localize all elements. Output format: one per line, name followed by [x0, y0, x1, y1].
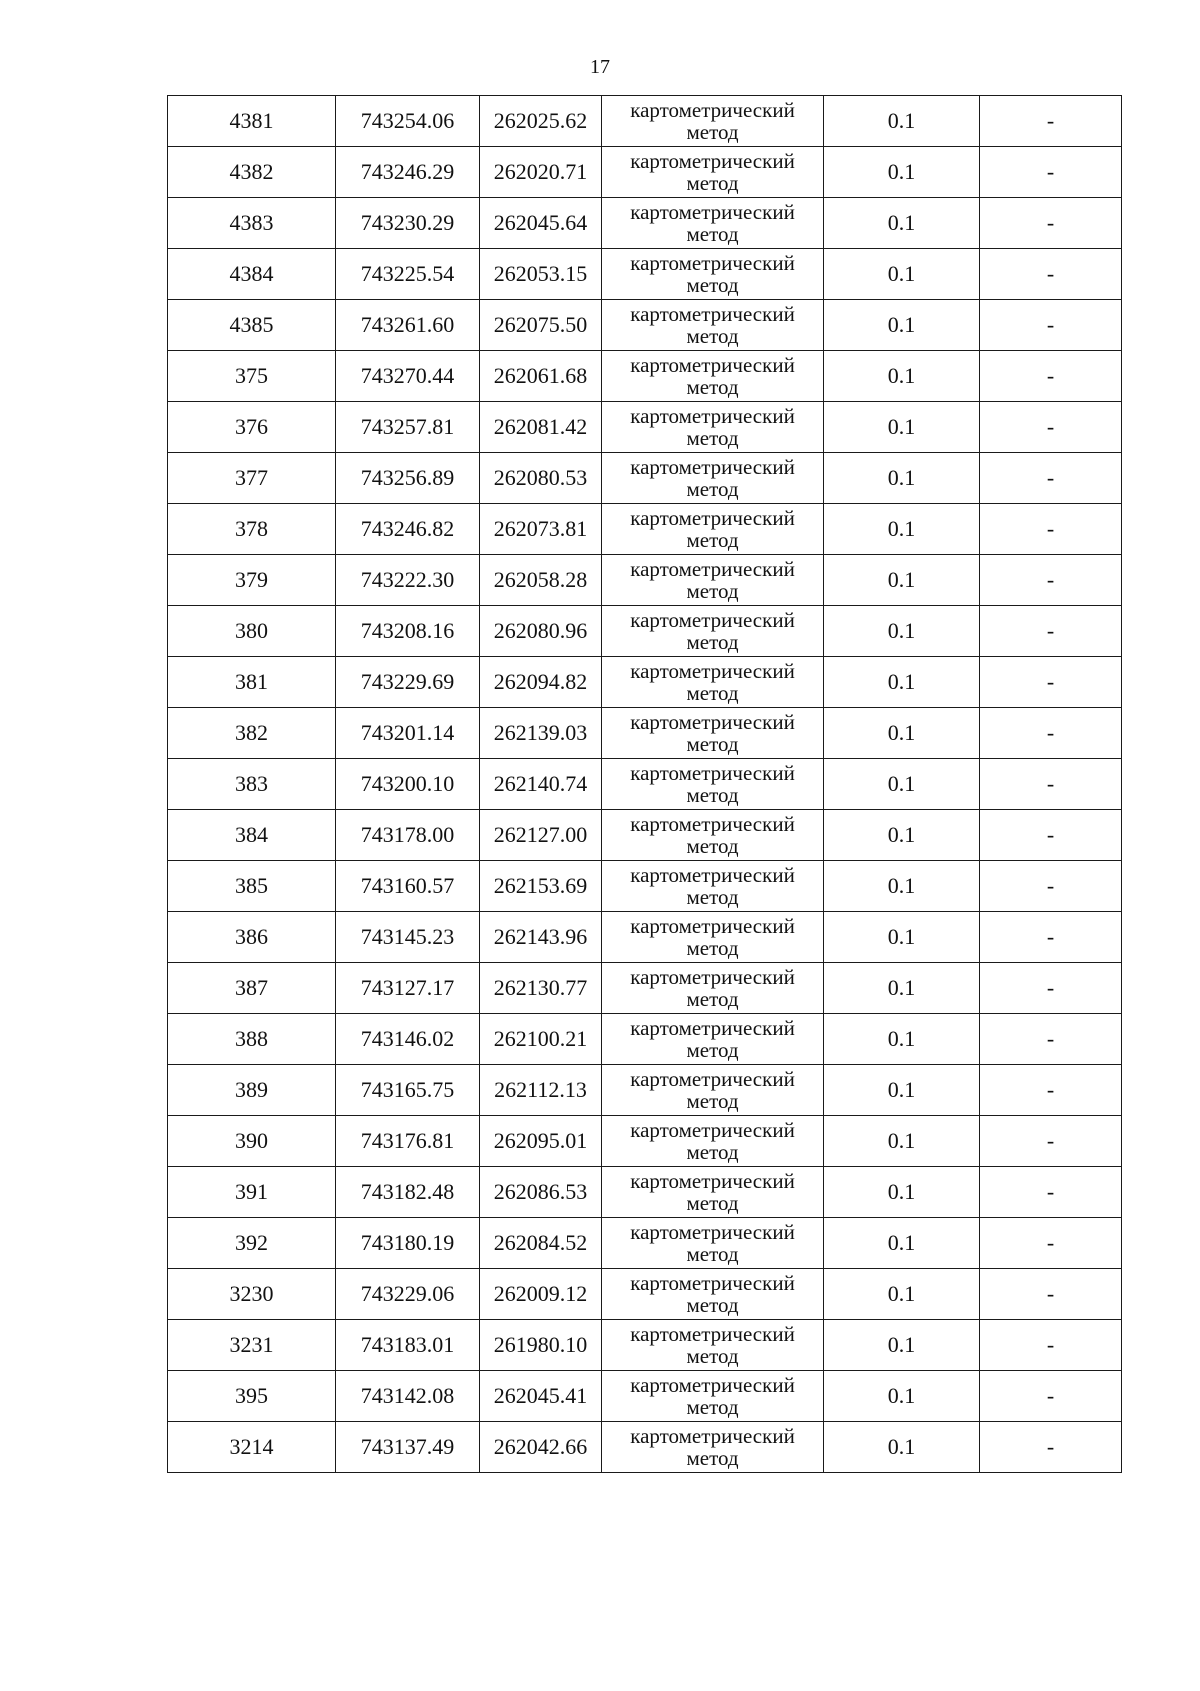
y-coordinate-cell: 261980.10	[480, 1320, 602, 1371]
method-line-1: картометрический	[630, 302, 795, 326]
method-line-2: метод	[686, 732, 739, 756]
table-row	[168, 1269, 1122, 1320]
point-id-cell: 389	[168, 1065, 336, 1116]
method-line-2: метод	[686, 477, 739, 501]
method-line-1: картометрический	[630, 710, 795, 734]
point-id-cell: 392	[168, 1218, 336, 1269]
method-line-2: метод	[686, 783, 739, 807]
method-cell	[602, 351, 824, 402]
note-cell: -	[980, 657, 1122, 708]
method-line-1: картометрический	[630, 608, 795, 632]
point-id-cell: 3214	[168, 1422, 336, 1473]
table-row	[168, 1320, 1122, 1371]
y-coordinate-cell: 262075.50	[480, 300, 602, 351]
point-id-cell: 381	[168, 657, 336, 708]
accuracy-cell: 0.1	[824, 810, 980, 861]
method-line-2: метод	[686, 885, 739, 909]
accuracy-cell: 0.1	[824, 1167, 980, 1218]
x-coordinate-cell: 743183.01	[336, 1320, 480, 1371]
method-cell	[602, 1065, 824, 1116]
note-cell: -	[980, 147, 1122, 198]
method-line-1: картометрический	[630, 1220, 795, 1244]
point-id-cell: 375	[168, 351, 336, 402]
method-cell	[602, 912, 824, 963]
accuracy-cell: 0.1	[824, 1422, 980, 1473]
method-line-1: картометрический	[630, 353, 795, 377]
note-cell: -	[980, 1422, 1122, 1473]
accuracy-cell: 0.1	[824, 402, 980, 453]
accuracy-cell: 0.1	[824, 453, 980, 504]
table-row	[168, 1116, 1122, 1167]
accuracy-cell: 0.1	[824, 963, 980, 1014]
y-coordinate-cell: 262100.21	[480, 1014, 602, 1065]
y-coordinate-cell: 262045.41	[480, 1371, 602, 1422]
point-id-cell: 378	[168, 504, 336, 555]
method-line-2: метод	[686, 324, 739, 348]
accuracy-cell: 0.1	[824, 300, 980, 351]
x-coordinate-cell: 743127.17	[336, 963, 480, 1014]
table-row	[168, 1065, 1122, 1116]
note-cell: -	[980, 351, 1122, 402]
table-row	[168, 1422, 1122, 1473]
x-coordinate-cell: 743142.08	[336, 1371, 480, 1422]
method-cell	[602, 555, 824, 606]
y-coordinate-cell: 262086.53	[480, 1167, 602, 1218]
x-coordinate-cell: 743261.60	[336, 300, 480, 351]
method-cell	[602, 504, 824, 555]
point-id-cell: 377	[168, 453, 336, 504]
accuracy-cell: 0.1	[824, 96, 980, 147]
method-line-1: картометрический	[630, 1169, 795, 1193]
note-cell: -	[980, 963, 1122, 1014]
point-id-cell: 395	[168, 1371, 336, 1422]
method-line-1: картометрический	[630, 914, 795, 938]
point-id-cell: 391	[168, 1167, 336, 1218]
y-coordinate-cell: 262081.42	[480, 402, 602, 453]
method-line-2: метод	[686, 273, 739, 297]
accuracy-cell: 0.1	[824, 1320, 980, 1371]
method-line-1: картометрический	[630, 404, 795, 428]
method-line-2: метод	[686, 1293, 739, 1317]
method-line-1: картометрический	[630, 863, 795, 887]
note-cell: -	[980, 1218, 1122, 1269]
method-line-1: картометрический	[630, 455, 795, 479]
note-cell: -	[980, 1116, 1122, 1167]
y-coordinate-cell: 262095.01	[480, 1116, 602, 1167]
accuracy-cell: 0.1	[824, 1014, 980, 1065]
method-line-2: метод	[686, 222, 739, 246]
y-coordinate-cell: 262084.52	[480, 1218, 602, 1269]
point-id-cell: 388	[168, 1014, 336, 1065]
y-coordinate-cell: 262080.96	[480, 606, 602, 657]
method-line-1: картометрический	[630, 1271, 795, 1295]
accuracy-cell: 0.1	[824, 912, 980, 963]
method-line-2: метод	[686, 987, 739, 1011]
method-cell	[602, 810, 824, 861]
point-id-cell: 384	[168, 810, 336, 861]
note-cell: -	[980, 1065, 1122, 1116]
table-row	[168, 198, 1122, 249]
table-row	[168, 147, 1122, 198]
x-coordinate-cell: 743182.48	[336, 1167, 480, 1218]
y-coordinate-cell: 262042.66	[480, 1422, 602, 1473]
note-cell: -	[980, 708, 1122, 759]
point-id-cell: 4383	[168, 198, 336, 249]
method-cell	[602, 402, 824, 453]
accuracy-cell: 0.1	[824, 657, 980, 708]
note-cell: -	[980, 1371, 1122, 1422]
method-line-2: метод	[686, 171, 739, 195]
method-line-1: картометрический	[630, 1118, 795, 1142]
x-coordinate-cell: 743257.81	[336, 402, 480, 453]
accuracy-cell: 0.1	[824, 708, 980, 759]
y-coordinate-cell: 262112.13	[480, 1065, 602, 1116]
point-id-cell: 383	[168, 759, 336, 810]
x-coordinate-cell: 743208.16	[336, 606, 480, 657]
note-cell: -	[980, 402, 1122, 453]
method-line-1: картометрический	[630, 1373, 795, 1397]
page-number: 17	[590, 56, 610, 78]
table-row	[168, 708, 1122, 759]
table-row	[168, 555, 1122, 606]
method-cell	[602, 249, 824, 300]
x-coordinate-cell: 743230.29	[336, 198, 480, 249]
method-line-2: метод	[686, 1140, 739, 1164]
accuracy-cell: 0.1	[824, 555, 980, 606]
note-cell: -	[980, 606, 1122, 657]
note-cell: -	[980, 759, 1122, 810]
method-cell	[602, 198, 824, 249]
x-coordinate-cell: 743165.75	[336, 1065, 480, 1116]
method-cell	[602, 1371, 824, 1422]
point-id-cell: 385	[168, 861, 336, 912]
x-coordinate-cell: 743160.57	[336, 861, 480, 912]
point-id-cell: 4384	[168, 249, 336, 300]
method-line-2: метод	[686, 1038, 739, 1062]
note-cell: -	[980, 96, 1122, 147]
point-id-cell: 3231	[168, 1320, 336, 1371]
table-row	[168, 249, 1122, 300]
x-coordinate-cell: 743246.29	[336, 147, 480, 198]
point-id-cell: 376	[168, 402, 336, 453]
accuracy-cell: 0.1	[824, 1371, 980, 1422]
method-line-1: картометрический	[630, 200, 795, 224]
x-coordinate-cell: 743229.69	[336, 657, 480, 708]
method-line-1: картометрический	[630, 659, 795, 683]
point-id-cell: 379	[168, 555, 336, 606]
method-cell	[602, 1422, 824, 1473]
method-line-1: картометрический	[630, 1016, 795, 1040]
method-line-1: картометрический	[630, 812, 795, 836]
method-cell	[602, 1014, 824, 1065]
table-row	[168, 402, 1122, 453]
accuracy-cell: 0.1	[824, 147, 980, 198]
method-cell	[602, 453, 824, 504]
accuracy-cell: 0.1	[824, 759, 980, 810]
method-line-1: картометрический	[630, 1424, 795, 1448]
table-row	[168, 759, 1122, 810]
point-id-cell: 4381	[168, 96, 336, 147]
method-line-2: метод	[686, 528, 739, 552]
point-id-cell: 3230	[168, 1269, 336, 1320]
table-row	[168, 810, 1122, 861]
table-row	[168, 96, 1122, 147]
table-row	[168, 657, 1122, 708]
method-cell	[602, 1320, 824, 1371]
coordinates-table-body	[168, 96, 1122, 1473]
x-coordinate-cell: 743145.23	[336, 912, 480, 963]
method-cell	[602, 1116, 824, 1167]
note-cell: -	[980, 1014, 1122, 1065]
accuracy-cell: 0.1	[824, 198, 980, 249]
table-row	[168, 300, 1122, 351]
note-cell: -	[980, 249, 1122, 300]
y-coordinate-cell: 262130.77	[480, 963, 602, 1014]
method-line-2: метод	[686, 834, 739, 858]
method-line-2: метод	[686, 630, 739, 654]
y-coordinate-cell: 262009.12	[480, 1269, 602, 1320]
accuracy-cell: 0.1	[824, 606, 980, 657]
note-cell: -	[980, 453, 1122, 504]
point-id-cell: 4382	[168, 147, 336, 198]
y-coordinate-cell: 262139.03	[480, 708, 602, 759]
y-coordinate-cell: 262025.62	[480, 96, 602, 147]
method-line-2: метод	[686, 1395, 739, 1419]
y-coordinate-cell: 262080.53	[480, 453, 602, 504]
note-cell: -	[980, 912, 1122, 963]
method-line-1: картометрический	[630, 251, 795, 275]
note-cell: -	[980, 555, 1122, 606]
method-line-2: метод	[686, 936, 739, 960]
method-cell	[602, 708, 824, 759]
point-id-cell: 380	[168, 606, 336, 657]
accuracy-cell: 0.1	[824, 1269, 980, 1320]
table-row	[168, 1371, 1122, 1422]
note-cell: -	[980, 1269, 1122, 1320]
x-coordinate-cell: 743146.02	[336, 1014, 480, 1065]
method-cell	[602, 606, 824, 657]
method-line-1: картометрический	[630, 1067, 795, 1091]
method-cell	[602, 147, 824, 198]
x-coordinate-cell: 743176.81	[336, 1116, 480, 1167]
table-row	[168, 1167, 1122, 1218]
x-coordinate-cell: 743178.00	[336, 810, 480, 861]
method-line-2: метод	[686, 1344, 739, 1368]
accuracy-cell: 0.1	[824, 1116, 980, 1167]
accuracy-cell: 0.1	[824, 504, 980, 555]
method-line-1: картометрический	[630, 149, 795, 173]
x-coordinate-cell: 743225.54	[336, 249, 480, 300]
point-id-cell: 386	[168, 912, 336, 963]
table-row	[168, 606, 1122, 657]
method-cell	[602, 963, 824, 1014]
accuracy-cell: 0.1	[824, 1218, 980, 1269]
x-coordinate-cell: 743201.14	[336, 708, 480, 759]
point-id-cell: 382	[168, 708, 336, 759]
y-coordinate-cell: 262094.82	[480, 657, 602, 708]
method-cell	[602, 96, 824, 147]
x-coordinate-cell: 743229.06	[336, 1269, 480, 1320]
table-row	[168, 1014, 1122, 1065]
table-row	[168, 861, 1122, 912]
y-coordinate-cell: 262061.68	[480, 351, 602, 402]
method-cell	[602, 657, 824, 708]
method-line-2: метод	[686, 1446, 739, 1470]
method-cell	[602, 1218, 824, 1269]
note-cell: -	[980, 1320, 1122, 1371]
method-line-2: метод	[686, 1242, 739, 1266]
method-cell	[602, 1269, 824, 1320]
accuracy-cell: 0.1	[824, 1065, 980, 1116]
method-line-1: картометрический	[630, 761, 795, 785]
y-coordinate-cell: 262045.64	[480, 198, 602, 249]
method-line-1: картометрический	[630, 965, 795, 989]
note-cell: -	[980, 810, 1122, 861]
method-line-1: картометрический	[630, 1322, 795, 1346]
x-coordinate-cell: 743180.19	[336, 1218, 480, 1269]
x-coordinate-cell: 743137.49	[336, 1422, 480, 1473]
x-coordinate-cell: 743254.06	[336, 96, 480, 147]
note-cell: -	[980, 1167, 1122, 1218]
method-line-2: метод	[686, 681, 739, 705]
method-cell	[602, 861, 824, 912]
table-row	[168, 453, 1122, 504]
y-coordinate-cell: 262127.00	[480, 810, 602, 861]
method-line-2: метод	[686, 375, 739, 399]
x-coordinate-cell: 743222.30	[336, 555, 480, 606]
y-coordinate-cell: 262053.15	[480, 249, 602, 300]
accuracy-cell: 0.1	[824, 861, 980, 912]
table-row	[168, 351, 1122, 402]
x-coordinate-cell: 743270.44	[336, 351, 480, 402]
table-row	[168, 504, 1122, 555]
point-id-cell: 390	[168, 1116, 336, 1167]
accuracy-cell: 0.1	[824, 249, 980, 300]
note-cell: -	[980, 198, 1122, 249]
table-row	[168, 963, 1122, 1014]
method-line-2: метод	[686, 1089, 739, 1113]
point-id-cell: 387	[168, 963, 336, 1014]
x-coordinate-cell: 743246.82	[336, 504, 480, 555]
table-row	[168, 1218, 1122, 1269]
method-line-2: метод	[686, 426, 739, 450]
table-row	[168, 912, 1122, 963]
y-coordinate-cell: 262143.96	[480, 912, 602, 963]
method-cell	[602, 1167, 824, 1218]
y-coordinate-cell: 262140.74	[480, 759, 602, 810]
note-cell: -	[980, 504, 1122, 555]
y-coordinate-cell: 262073.81	[480, 504, 602, 555]
point-id-cell: 4385	[168, 300, 336, 351]
note-cell: -	[980, 861, 1122, 912]
note-cell: -	[980, 300, 1122, 351]
coordinates-table	[167, 95, 1122, 1473]
y-coordinate-cell: 262058.28	[480, 555, 602, 606]
method-line-1: картометрический	[630, 98, 795, 122]
method-line-1: картометрический	[630, 557, 795, 581]
x-coordinate-cell: 743200.10	[336, 759, 480, 810]
method-cell	[602, 300, 824, 351]
accuracy-cell: 0.1	[824, 351, 980, 402]
y-coordinate-cell: 262153.69	[480, 861, 602, 912]
method-line-2: метод	[686, 1191, 739, 1215]
method-line-1: картометрический	[630, 506, 795, 530]
x-coordinate-cell: 743256.89	[336, 453, 480, 504]
method-cell	[602, 759, 824, 810]
y-coordinate-cell: 262020.71	[480, 147, 602, 198]
method-line-2: метод	[686, 579, 739, 603]
method-line-2: метод	[686, 120, 739, 144]
